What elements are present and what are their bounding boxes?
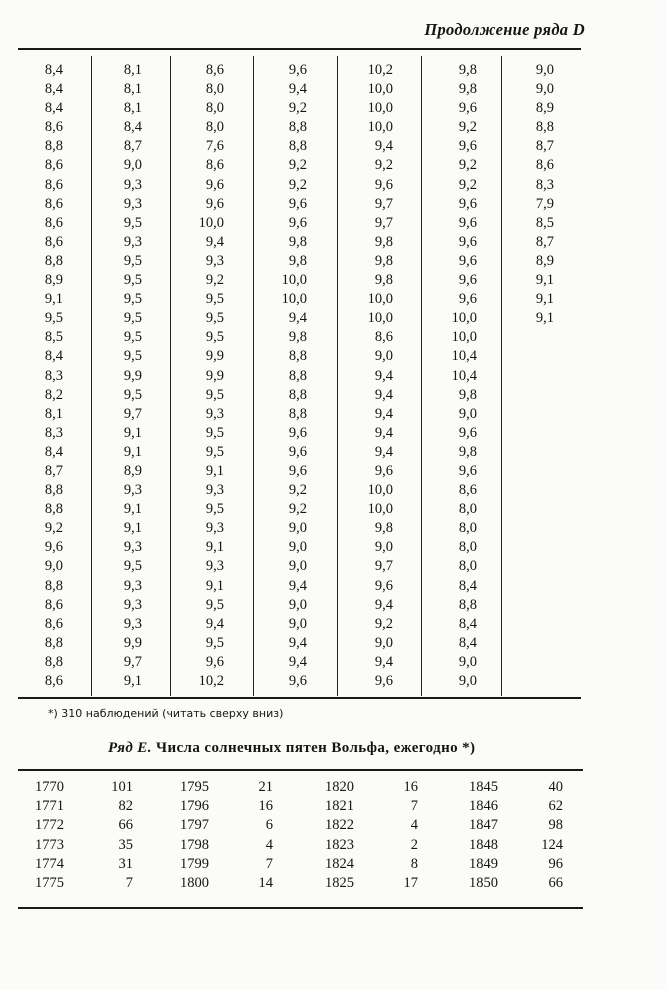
- year-cell: 1846: [469, 798, 498, 815]
- table-cell: 9,2: [458, 157, 477, 174]
- footnote: *) 310 наблюдений (читать сверху вниз): [48, 707, 284, 720]
- table-cell: 8,4: [458, 634, 477, 651]
- sunspot-value-cell: 16: [258, 798, 273, 815]
- year-cell: 1799: [180, 855, 209, 872]
- table-cell: 9,9: [205, 367, 224, 384]
- table-cell: 8,4: [44, 62, 63, 78]
- table-cell: 8,6: [458, 482, 477, 499]
- table-cell: 9,1: [123, 501, 142, 518]
- table-cell: 10,0: [367, 310, 393, 327]
- table-cell: 8,6: [535, 157, 554, 174]
- table-cell: 9,3: [123, 539, 142, 556]
- table-cell: 8,8: [288, 119, 307, 136]
- table-cell: 9,1: [44, 291, 63, 308]
- table-cell: 8,6: [44, 195, 63, 212]
- table-cell: 10,0: [367, 501, 393, 518]
- table-cell: 8,8: [44, 252, 63, 269]
- table-cell: 8,0: [458, 558, 477, 575]
- sunspot-value-cell: 31: [118, 855, 133, 872]
- table-cell: 9,6: [374, 673, 393, 689]
- table-cell: 9,6: [458, 233, 477, 250]
- table-cell: 9,6: [458, 462, 477, 479]
- table-cell: 9,3: [205, 520, 224, 537]
- table-cell: 8,3: [535, 176, 554, 193]
- table-cell: 8,6: [205, 62, 224, 78]
- table-cell: 9,5: [205, 329, 224, 346]
- table-cell: 9,2: [458, 119, 477, 136]
- sunspot-value-cell: 7: [410, 798, 418, 815]
- table-cell: 9,3: [205, 482, 224, 499]
- table-cell: 9,5: [205, 310, 224, 327]
- year-cell: 1825: [325, 874, 354, 891]
- table-cell: 9,5: [123, 272, 142, 289]
- table-cell: 10,0: [367, 100, 393, 117]
- table-cell: 9,0: [44, 558, 63, 575]
- table-cell: 9,3: [123, 615, 142, 632]
- year-cell: 1824: [325, 855, 354, 872]
- table-cell: 9,5: [123, 558, 142, 575]
- page-header: Продолжение ряда D: [424, 20, 585, 39]
- table-cell: 9,1: [205, 577, 224, 594]
- table-cell: 8,6: [44, 596, 63, 613]
- table-cell: 9,6: [205, 195, 224, 212]
- table-cell: 8,0: [205, 119, 224, 136]
- table-cell: 8,1: [123, 62, 142, 78]
- table-cell: 9,8: [374, 520, 393, 537]
- year-cell: 1847: [469, 817, 498, 834]
- year-column: [35, 778, 83, 893]
- year-cell: 1772: [35, 817, 64, 834]
- table-cell: 9,4: [374, 138, 393, 155]
- table-cell: 9,0: [288, 615, 307, 632]
- table-cell: 8,8: [288, 348, 307, 365]
- table-cell: 9,1: [123, 673, 142, 689]
- year-cell: 1823: [325, 836, 354, 853]
- table-cell: 9,6: [205, 176, 224, 193]
- table-cell: 8,2: [44, 386, 63, 403]
- table-cell: 8,9: [123, 462, 142, 479]
- sunspot-value-cell: 4: [265, 836, 273, 853]
- table-cell: 8,7: [123, 138, 142, 155]
- table-cell: 9,0: [123, 157, 142, 174]
- table-cell: 10,0: [281, 272, 307, 289]
- table-cell: 9,0: [288, 520, 307, 537]
- year-cell: 1796: [180, 798, 209, 815]
- table-cell: 9,8: [288, 252, 307, 269]
- table-cell: 9,6: [374, 577, 393, 594]
- series-e-title: [108, 740, 475, 757]
- sunspot-value-cell: 66: [118, 817, 133, 834]
- table-cell: 9,2: [288, 176, 307, 193]
- table-cell: 9,6: [44, 539, 63, 556]
- table-cell: 9,2: [288, 501, 307, 518]
- year-cell: 1821: [325, 798, 354, 815]
- table-cell: 9,6: [288, 62, 307, 78]
- sunspot-value-cell: 2: [410, 836, 418, 853]
- table-cell: 8,8: [44, 634, 63, 651]
- table-cell: 9,0: [458, 405, 477, 422]
- table-cell: 9,4: [374, 386, 393, 403]
- table-cell: 8,0: [205, 81, 224, 98]
- table-cell: 9,5: [205, 501, 224, 518]
- table-cell: 9,0: [535, 62, 554, 78]
- table-cell: 9,1: [535, 291, 554, 308]
- table-cell: 8,8: [44, 653, 63, 670]
- year-cell: 1850: [469, 874, 498, 891]
- table-cell: 8,6: [44, 214, 63, 231]
- table-cell: 9,3: [123, 176, 142, 193]
- table-cell: 9,3: [123, 596, 142, 613]
- table-cell: 9,5: [123, 329, 142, 346]
- table-d-column: [251, 61, 307, 691]
- table-d-bottom-rule: [18, 697, 581, 699]
- table-cell: 9,1: [123, 424, 142, 441]
- table-cell: 10,0: [367, 81, 393, 98]
- table-cell: 8,6: [374, 329, 393, 346]
- table-cell: 10,4: [451, 367, 477, 384]
- table-cell: 8,4: [44, 443, 63, 460]
- table-cell: 9,9: [205, 348, 224, 365]
- sunspot-value-cell: 14: [258, 874, 273, 891]
- table-cell: 8,9: [44, 272, 63, 289]
- table-cell: 9,8: [288, 233, 307, 250]
- table-cell: 9,6: [288, 424, 307, 441]
- table-cell: 9,0: [374, 539, 393, 556]
- table-cell: 9,5: [123, 386, 142, 403]
- table-cell: 8,0: [205, 100, 224, 117]
- table-cell: 8,4: [458, 577, 477, 594]
- table-cell: 9,5: [44, 310, 63, 327]
- year-cell: 1822: [325, 817, 354, 834]
- table-cell: 9,5: [205, 291, 224, 308]
- table-cell: 8,8: [288, 138, 307, 155]
- table-cell: 8,8: [44, 138, 63, 155]
- table-cell: 9,8: [458, 443, 477, 460]
- table-cell: 8,1: [123, 81, 142, 98]
- table-cell: 10,2: [367, 62, 393, 78]
- table-cell: 8,8: [288, 386, 307, 403]
- table-cell: 8,0: [458, 501, 477, 518]
- series-e-caption: Числа солнечных пятен Вольфа, ежегодно *): [156, 740, 476, 756]
- table-cell: 8,8: [458, 596, 477, 613]
- table-cell: 8,6: [44, 233, 63, 250]
- table-cell: 9,3: [205, 558, 224, 575]
- table-cell: 9,5: [123, 310, 142, 327]
- sunspot-value-cell: 96: [548, 855, 563, 872]
- table-d-column: [421, 61, 477, 691]
- sunspot-value-cell: 7: [265, 855, 273, 872]
- table-cell: 9,6: [458, 138, 477, 155]
- table-cell: 9,1: [205, 539, 224, 556]
- sunspot-value-cell: 40: [548, 779, 563, 795]
- table-cell: 10,0: [198, 214, 224, 231]
- sunspot-value-column: [378, 778, 418, 893]
- table-cell: 9,0: [288, 539, 307, 556]
- table-cell: 9,4: [374, 596, 393, 613]
- sunspot-value-cell: 7: [125, 874, 133, 891]
- table-cell: 9,4: [288, 577, 307, 594]
- year-column: [180, 778, 228, 893]
- table-cell: 8,4: [44, 348, 63, 365]
- table-cell: 9,4: [374, 443, 393, 460]
- table-cell: 9,3: [123, 195, 142, 212]
- table-cell: 9,6: [288, 443, 307, 460]
- table-cell: 9,0: [535, 81, 554, 98]
- table-cell: 9,6: [458, 214, 477, 231]
- table-cell: 9,7: [374, 214, 393, 231]
- table-cell: 9,5: [205, 424, 224, 441]
- table-cell: 10,0: [451, 310, 477, 327]
- sunspot-value-cell: 62: [548, 798, 563, 815]
- table-cell: 8,0: [458, 539, 477, 556]
- table-cell: 9,8: [458, 81, 477, 98]
- table-cell: 9,7: [123, 405, 142, 422]
- table-cell: 8,6: [44, 176, 63, 193]
- sunspot-value-cell: 124: [541, 836, 563, 853]
- table-cell: 9,1: [123, 443, 142, 460]
- year-cell: 1771: [35, 798, 64, 815]
- sunspot-value-cell: 82: [118, 798, 133, 815]
- sunspot-value-cell: 17: [403, 874, 418, 891]
- table-cell: 9,1: [123, 520, 142, 537]
- year-cell: 1774: [35, 855, 64, 872]
- table-cell: 9,3: [205, 405, 224, 422]
- table-cell: 9,0: [374, 348, 393, 365]
- year-cell: 1845: [469, 779, 498, 795]
- table-cell: 9,6: [458, 195, 477, 212]
- table-cell: 9,6: [288, 673, 307, 689]
- year-cell: 1849: [469, 855, 498, 872]
- table-cell: 9,4: [288, 81, 307, 98]
- table-cell: 9,8: [458, 62, 477, 78]
- series-e-label: Ряд E.: [108, 740, 152, 756]
- table-cell: 9,0: [458, 653, 477, 670]
- table-cell: 8,4: [458, 615, 477, 632]
- table-cell: 9,2: [44, 520, 63, 537]
- sunspot-value-cell: 8: [410, 855, 418, 872]
- table-cell: 10,0: [367, 291, 393, 308]
- year-cell: 1798: [180, 836, 209, 853]
- table-cell: 9,1: [535, 272, 554, 289]
- table-cell: 9,2: [288, 157, 307, 174]
- table-cell: 8,8: [535, 119, 554, 136]
- table-cell: 9,6: [374, 176, 393, 193]
- sunspot-value-cell: 101: [111, 779, 133, 795]
- table-cell: 9,6: [205, 653, 224, 670]
- table-cell: 8,9: [535, 252, 554, 269]
- table-cell: 9,4: [374, 405, 393, 422]
- table-d-column: [86, 61, 142, 691]
- table-cell: 10,0: [367, 119, 393, 136]
- table-cell: 8,5: [535, 214, 554, 231]
- table-cell: 9,7: [123, 653, 142, 670]
- table-cell: 8,8: [44, 482, 63, 499]
- table-cell: 9,0: [458, 673, 477, 689]
- table-cell: 9,6: [458, 252, 477, 269]
- table-cell: 9,8: [374, 252, 393, 269]
- table-cell: 9,6: [288, 214, 307, 231]
- table-cell: 9,6: [458, 424, 477, 441]
- table-cell: 9,6: [458, 100, 477, 117]
- table-cell: 8,8: [288, 405, 307, 422]
- table-cell: 8,6: [44, 119, 63, 136]
- table-cell: 8,4: [44, 81, 63, 98]
- table-cell: 9,3: [123, 577, 142, 594]
- sunspot-value-cell: 16: [403, 779, 418, 795]
- table-cell: 9,2: [374, 157, 393, 174]
- table-cell: 9,6: [458, 291, 477, 308]
- table-cell: 9,8: [458, 386, 477, 403]
- sunspot-value-cell: 98: [548, 817, 563, 834]
- table-e-bottom-rule: [18, 907, 583, 909]
- table-cell: 9,7: [374, 558, 393, 575]
- table-cell: 9,4: [374, 367, 393, 384]
- table-cell: 7,6: [205, 138, 224, 155]
- year-cell: 1795: [180, 779, 209, 795]
- sunspot-value-cell: 21: [258, 779, 273, 795]
- table-cell: 9,2: [374, 615, 393, 632]
- sunspot-value-cell: 4: [410, 817, 418, 834]
- table-cell: 9,2: [205, 272, 224, 289]
- table-cell: 9,4: [205, 615, 224, 632]
- table-cell: 9,4: [374, 424, 393, 441]
- year-cell: 1773: [35, 836, 64, 853]
- table-cell: 9,4: [374, 653, 393, 670]
- table-cell: 9,3: [123, 233, 142, 250]
- table-d-column: [498, 61, 554, 328]
- table-cell: 9,6: [288, 462, 307, 479]
- table-cell: 9,0: [288, 558, 307, 575]
- table-cell: 9,4: [288, 653, 307, 670]
- table-cell: 9,0: [288, 596, 307, 613]
- table-cell: 8,9: [535, 100, 554, 117]
- table-cell: 10,0: [281, 291, 307, 308]
- year-column: [469, 778, 517, 893]
- year-cell: 1800: [180, 874, 209, 891]
- table-cell: 8,8: [44, 501, 63, 518]
- sunspot-value-cell: 6: [265, 817, 273, 834]
- year-column: [325, 778, 373, 893]
- year-cell: 1848: [469, 836, 498, 853]
- table-cell: 8,5: [44, 329, 63, 346]
- table-cell: 8,6: [44, 157, 63, 174]
- table-cell: 8,6: [44, 615, 63, 632]
- table-cell: 9,3: [205, 252, 224, 269]
- table-cell: 8,8: [288, 367, 307, 384]
- table-e-top-rule: [18, 769, 583, 771]
- sunspot-value-column: [93, 778, 133, 893]
- sunspot-value-column: [233, 778, 273, 893]
- table-cell: 9,5: [205, 634, 224, 651]
- table-cell: 9,5: [123, 252, 142, 269]
- sunspot-value-column: [523, 778, 563, 893]
- year-cell: 1775: [35, 874, 64, 891]
- table-d-column: [168, 61, 224, 691]
- table-cell: 10,4: [451, 348, 477, 365]
- table-cell: 9,1: [205, 462, 224, 479]
- table-cell: 9,4: [288, 310, 307, 327]
- table-cell: 9,0: [374, 634, 393, 651]
- table-cell: 9,6: [288, 195, 307, 212]
- table-cell: 8,3: [44, 424, 63, 441]
- table-cell: 9,8: [374, 233, 393, 250]
- table-cell: 9,8: [288, 329, 307, 346]
- table-cell: 8,8: [44, 577, 63, 594]
- table-cell: 9,2: [288, 482, 307, 499]
- table-cell: 10,0: [451, 329, 477, 346]
- table-cell: 9,6: [374, 462, 393, 479]
- table-cell: 9,2: [458, 176, 477, 193]
- table-cell: 8,7: [535, 138, 554, 155]
- table-cell: 9,5: [123, 214, 142, 231]
- table-cell: 8,6: [205, 157, 224, 174]
- table-cell: 8,7: [535, 233, 554, 250]
- table-cell: 8,7: [44, 462, 63, 479]
- sunspot-value-cell: 35: [118, 836, 133, 853]
- table-cell: 8,1: [123, 100, 142, 117]
- table-cell: 9,4: [205, 233, 224, 250]
- table-cell: 9,4: [288, 634, 307, 651]
- table-cell: 9,7: [374, 195, 393, 212]
- table-cell: 9,1: [535, 310, 554, 327]
- table-d-column: [337, 61, 393, 691]
- table-cell: 9,3: [123, 482, 142, 499]
- table-cell: 9,9: [123, 367, 142, 384]
- year-cell: 1820: [325, 779, 354, 795]
- table-d-column: [7, 61, 63, 691]
- table-cell: 8,0: [458, 520, 477, 537]
- table-cell: 9,5: [123, 348, 142, 365]
- year-cell: 1797: [180, 817, 209, 834]
- table-cell: 9,9: [123, 634, 142, 651]
- table-cell: 9,5: [205, 386, 224, 403]
- table-cell: 9,5: [205, 443, 224, 460]
- table-cell: 8,1: [44, 405, 63, 422]
- table-cell: 9,6: [458, 272, 477, 289]
- table-cell: 8,6: [44, 673, 63, 689]
- year-cell: 1770: [35, 779, 64, 795]
- table-cell: 9,2: [288, 100, 307, 117]
- table-cell: 7,9: [535, 195, 554, 212]
- table-cell: 8,4: [44, 100, 63, 117]
- table-cell: 8,3: [44, 367, 63, 384]
- table-cell: 10,0: [367, 482, 393, 499]
- table-cell: 9,5: [123, 291, 142, 308]
- table-cell: 9,8: [374, 272, 393, 289]
- top-rule: [18, 48, 581, 50]
- table-cell: 8,4: [123, 119, 142, 136]
- sunspot-value-cell: 66: [548, 874, 563, 891]
- table-cell: 10,2: [198, 673, 224, 689]
- table-cell: 9,5: [205, 596, 224, 613]
